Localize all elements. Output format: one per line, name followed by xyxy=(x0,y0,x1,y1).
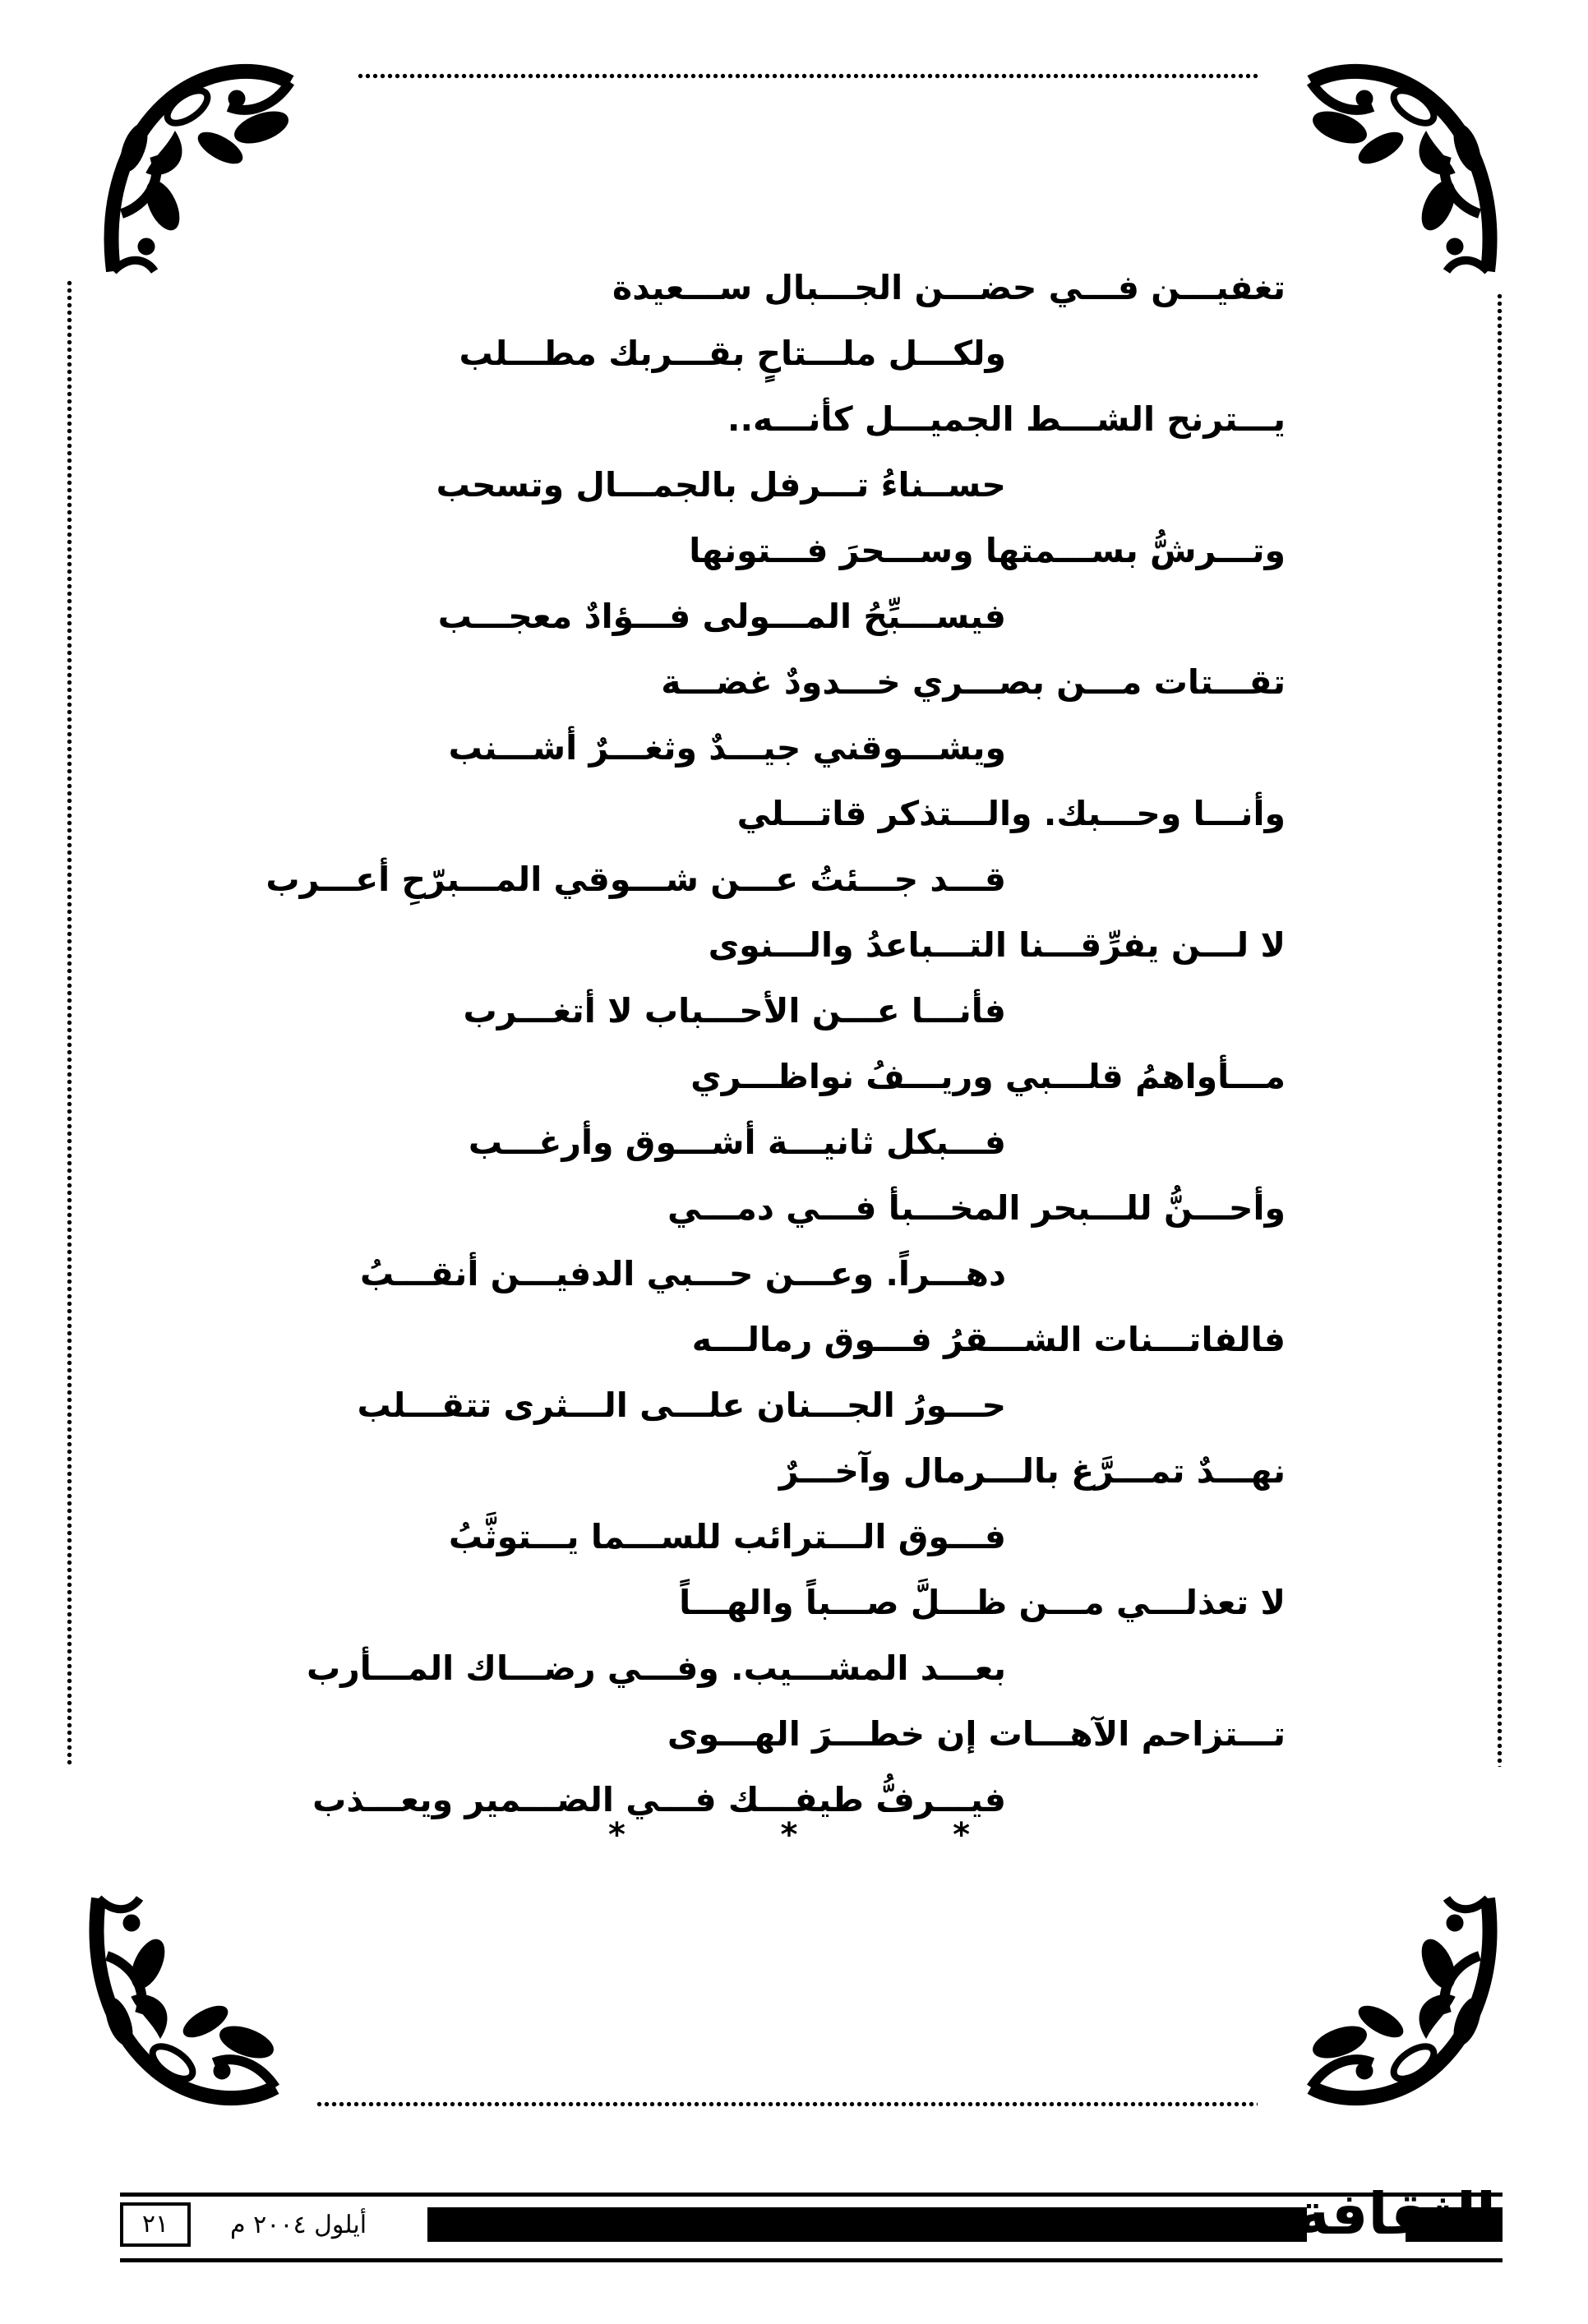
verse-line: دهـــراً. وعـــن حـــبي الدفيـــن أنقـــبُ xyxy=(359,1254,1006,1293)
verse-line: يـــترنح الشـــط الجميـــل كأنـــه.. xyxy=(727,399,1286,439)
corner-ornament-bottom-left xyxy=(82,1890,288,2120)
verse-line: فأنـــا عـــن الأحـــباب لا أتغـــرب xyxy=(463,991,1006,1031)
separator-star: * xyxy=(780,1816,798,1854)
verse-line: قـــد جـــئتُ عـــن شـــوقي المـــبرّحِ أعـــرب xyxy=(265,860,1006,899)
magazine-logo: الثقافة xyxy=(1295,2180,1496,2248)
corner-ornament-bottom-right xyxy=(1299,1890,1504,2120)
verse-line: فيســـبِّحُ المـــولى فـــؤادٌ معجـــب xyxy=(437,597,1006,636)
verse-line: فـــبكل ثانيـــة أشـــوق وأرغـــب xyxy=(468,1123,1006,1162)
verse-line: فالفاتـــنات الشـــقرُ فـــوق رمالـــه xyxy=(691,1320,1286,1359)
footer-heavy-bar xyxy=(427,2207,1307,2242)
verse-line: بعـــد المشـــيب. وفـــي رضـــاك المـــأرب xyxy=(306,1648,1006,1688)
verse-line: تغفيـــن فـــي حضـــن الجـــبال ســـعيدة xyxy=(612,268,1286,307)
verse-line: وأنـــا وحـــبك. والـــتذكر قاتـــلي xyxy=(736,794,1286,833)
verse-line: وتـــرشُّ بســـمتها وســـحرَ فـــتونها xyxy=(689,531,1286,570)
page-number: ٢١ xyxy=(120,2202,191,2247)
verse-line: نهـــدٌ تمـــرَّغ بالـــرمال وآخـــرٌ xyxy=(778,1451,1286,1491)
separator-star: * xyxy=(953,1816,970,1854)
section-separator xyxy=(608,1816,970,1854)
verse-line: فيـــرفُّ طيفـــك فـــي الضـــمير ويعـــذب xyxy=(312,1780,1006,1819)
verse-line: تـــتزاحم الآهـــات إن خطـــرَ الهـــوى xyxy=(667,1714,1286,1754)
verse-line: تقـــتات مـــن بصـــري خـــدودٌ غضـــة xyxy=(661,662,1286,702)
verse-line: ولكـــل ملـــتاحٍ بقـــربك مطـــلب xyxy=(459,334,1006,373)
verse-line: لا تعذلـــي مـــن ظـــلَّ صـــباً والهـــاً xyxy=(679,1583,1286,1622)
verse-line: ويشـــوقني جيـــدٌ وثغـــرٌ أشـــنب xyxy=(448,728,1006,768)
verse-line: حســناءُ تـــرفل بالجمـــال وتسحب xyxy=(436,465,1006,505)
bottom-dotted-border xyxy=(316,2097,1258,2112)
verse-line: حـــورُ الجـــنان علـــى الـــثرى تتقـــلب xyxy=(357,1386,1006,1425)
verse-line: مـــأواهمُ قلـــبي وريـــفُ نواظـــري xyxy=(690,1057,1286,1096)
verse-line: وأحـــنُّ للـــبحر المخـــبأ فـــي دمـــي xyxy=(667,1188,1286,1228)
separator-star: * xyxy=(608,1816,626,1854)
footer-rule-bottom xyxy=(120,2258,1503,2262)
verse-line: فـــوق الـــترائب للســـما يـــتوثَّبُ xyxy=(448,1517,1006,1556)
verse-line: لا لـــن يفرِّقـــنا التـــباعدُ والـــنوى xyxy=(708,925,1286,965)
issue-date: أيلول ٢٠٠٤ م xyxy=(230,2211,367,2239)
